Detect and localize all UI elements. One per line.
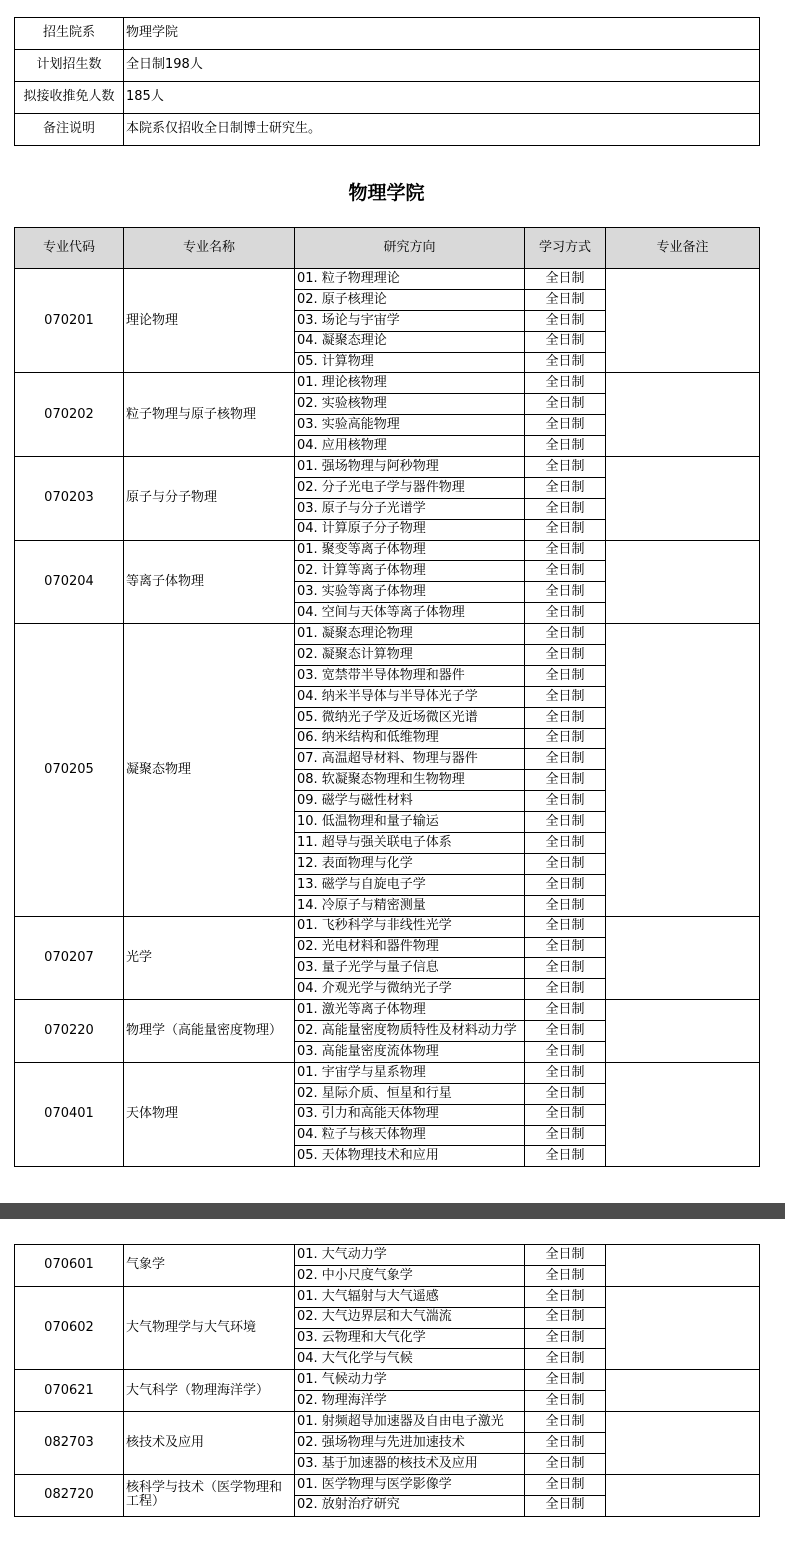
research-direction: 11. 超导与强关联电子体系 [295,833,525,854]
column-header-code: 专业代码 [15,228,124,269]
info-label: 拟接收推免人数 [15,82,124,114]
research-direction: 05. 天体物理技术和应用 [295,1146,525,1167]
major-note [606,1412,760,1475]
major-note [606,1370,760,1412]
column-header-direction: 研究方向 [295,228,525,269]
table-row [15,1370,760,1391]
study-mode: 全日制 [525,812,606,833]
study-mode: 全日制 [525,457,606,478]
column-header-note: 专业备注 [606,228,760,269]
major-table-continued-body [15,1245,760,1517]
research-direction: 03. 引力和高能天体物理 [295,1104,525,1125]
study-mode: 全日制 [525,1245,606,1266]
research-direction: 02. 物理海洋学 [295,1391,525,1412]
research-direction: 03. 实验等离子体物理 [295,582,525,603]
study-mode: 全日制 [525,1062,606,1083]
study-mode: 全日制 [525,1104,606,1125]
major-note [606,624,760,916]
research-direction: 02. 中小尺度气象学 [295,1265,525,1286]
research-direction: 02. 强场物理与先进加速技术 [295,1433,525,1454]
study-mode: 全日制 [525,937,606,958]
research-direction: 02. 大气边界层和大气湍流 [295,1307,525,1328]
research-direction: 01. 凝聚态理论物理 [295,624,525,645]
research-direction: 02. 分子光电子学与器件物理 [295,477,525,498]
major-note [606,1062,760,1166]
research-direction: 07. 高温超导材料、物理与器件 [295,749,525,770]
table-row [15,373,760,394]
research-direction: 02. 放射治疗研究 [295,1495,525,1516]
research-direction: 04. 空间与天体等离子体物理 [295,603,525,624]
study-mode: 全日制 [525,540,606,561]
research-direction: 01. 强场物理与阿秒物理 [295,457,525,478]
research-direction: 04. 应用核物理 [295,436,525,457]
major-table [14,227,760,1167]
study-mode: 全日制 [525,1495,606,1516]
research-direction: 13. 磁学与自旋电子学 [295,874,525,895]
research-direction: 09. 磁学与磁性材料 [295,791,525,812]
study-mode: 全日制 [525,624,606,645]
major-code: 070201 [15,269,124,373]
info-value: 本院系仅招收全日制博士研究生。 [124,114,760,146]
study-mode: 全日制 [525,665,606,686]
research-direction: 05. 微纳光子学及近场微区光谱 [295,707,525,728]
table-row [15,1474,760,1495]
major-code: 082703 [15,1412,124,1475]
research-direction: 02. 星际介质、恒星和行星 [295,1083,525,1104]
study-mode: 全日制 [525,603,606,624]
study-mode: 全日制 [525,1412,606,1433]
research-direction: 04. 计算原子分子物理 [295,519,525,540]
research-direction: 01. 聚变等离子体物理 [295,540,525,561]
major-note [606,1000,760,1063]
research-direction: 01. 大气动力学 [295,1245,525,1266]
study-mode: 全日制 [525,895,606,916]
table-row [15,269,760,290]
research-direction: 02. 高能量密度物质特性及材料动力学 [295,1021,525,1042]
table-row [15,1245,760,1266]
page-title: 物理学院 [348,182,425,204]
major-note [606,1245,760,1287]
major-note [606,540,760,624]
study-mode: 全日制 [525,1021,606,1042]
research-direction: 05. 计算物理 [295,352,525,373]
table-row [15,457,760,478]
study-mode: 全日制 [525,498,606,519]
table-row [15,916,760,937]
info-value: 185人 [124,82,760,114]
info-label: 招生院系 [15,18,124,50]
major-code: 070207 [15,916,124,1000]
research-direction: 01. 激光等离子体物理 [295,1000,525,1021]
major-code: 070205 [15,624,124,916]
table-row [15,540,760,561]
major-note [606,1286,760,1370]
major-name: 凝聚态物理 [124,624,295,916]
study-mode: 全日制 [525,477,606,498]
info-label: 计划招生数 [15,50,124,82]
research-direction: 04. 纳米半导体与半导体光子学 [295,686,525,707]
study-mode: 全日制 [525,1391,606,1412]
research-direction: 08. 软凝聚态物理和生物物理 [295,770,525,791]
study-mode: 全日制 [525,1474,606,1495]
info-row-department [15,18,760,50]
study-mode: 全日制 [525,1146,606,1167]
major-table-continued [14,1244,760,1517]
page-divider [0,1203,785,1219]
study-mode: 全日制 [525,1125,606,1146]
major-code: 070601 [15,1245,124,1287]
study-mode: 全日制 [525,269,606,290]
table-row [15,1286,760,1307]
study-mode: 全日制 [525,561,606,582]
study-mode: 全日制 [525,310,606,331]
study-mode: 全日制 [525,707,606,728]
research-direction: 03. 云物理和大气化学 [295,1328,525,1349]
research-direction: 03. 实验高能物理 [295,415,525,436]
major-name: 气象学 [124,1245,295,1287]
info-row-note [15,114,760,146]
study-mode: 全日制 [525,1307,606,1328]
study-mode: 全日制 [525,373,606,394]
study-mode: 全日制 [525,645,606,666]
table-header-row [15,228,760,269]
study-mode: 全日制 [525,1286,606,1307]
study-mode: 全日制 [525,958,606,979]
study-mode: 全日制 [525,352,606,373]
study-mode: 全日制 [525,874,606,895]
major-code: 070220 [15,1000,124,1063]
study-mode: 全日制 [525,770,606,791]
major-name: 大气科学（物理海洋学） [124,1370,295,1412]
major-name: 光学 [124,916,295,1000]
study-mode: 全日制 [525,582,606,603]
major-name: 天体物理 [124,1062,295,1166]
info-label: 备注说明 [15,114,124,146]
table-row [15,1000,760,1021]
research-direction: 03. 量子光学与量子信息 [295,958,525,979]
research-direction: 03. 基于加速器的核技术及应用 [295,1453,525,1474]
research-direction: 01. 宇宙学与星系物理 [295,1062,525,1083]
study-mode: 全日制 [525,289,606,310]
research-direction: 01. 射频超导加速器及自由电子激光 [295,1412,525,1433]
research-direction: 14. 冷原子与精密测量 [295,895,525,916]
major-note [606,269,760,373]
research-direction: 04. 粒子与核天体物理 [295,1125,525,1146]
research-direction: 12. 表面物理与化学 [295,853,525,874]
study-mode: 全日制 [525,853,606,874]
major-note [606,457,760,541]
study-mode: 全日制 [525,1349,606,1370]
major-name: 核技术及应用 [124,1412,295,1475]
study-mode: 全日制 [525,1370,606,1391]
research-direction: 01. 理论核物理 [295,373,525,394]
major-name: 核科学与技术（医学物理和工程） [124,1474,295,1516]
research-direction: 01. 大气辐射与大气遥感 [295,1286,525,1307]
research-direction: 01. 气候动力学 [295,1370,525,1391]
major-table-body [15,269,760,1167]
column-header-name: 专业名称 [124,228,295,269]
major-code: 070204 [15,540,124,624]
study-mode: 全日制 [525,791,606,812]
table-row [15,1062,760,1083]
major-name: 大气物理学与大气环境 [124,1286,295,1370]
research-direction: 02. 计算等离子体物理 [295,561,525,582]
research-direction: 03. 宽禁带半导体物理和器件 [295,665,525,686]
study-mode: 全日制 [525,519,606,540]
research-direction: 04. 介观光学与微纳光子学 [295,979,525,1000]
study-mode: 全日制 [525,1328,606,1349]
research-direction: 10. 低温物理和量子输运 [295,812,525,833]
research-direction: 01. 飞秒科学与非线性光学 [295,916,525,937]
study-mode: 全日制 [525,833,606,854]
research-direction: 03. 场论与宇宙学 [295,310,525,331]
study-mode: 全日制 [525,1265,606,1286]
study-mode: 全日制 [525,331,606,352]
column-header-mode: 学习方式 [525,228,606,269]
study-mode: 全日制 [525,749,606,770]
major-code: 070203 [15,457,124,541]
study-mode: 全日制 [525,1433,606,1454]
major-name: 粒子物理与原子核物理 [124,373,295,457]
major-note [606,916,760,1000]
study-mode: 全日制 [525,686,606,707]
research-direction: 02. 凝聚态计算物理 [295,645,525,666]
table-row [15,624,760,645]
study-mode: 全日制 [525,1453,606,1474]
major-note [606,1474,760,1516]
research-direction: 01. 医学物理与医学影像学 [295,1474,525,1495]
major-code: 070621 [15,1370,124,1412]
major-name: 理论物理 [124,269,295,373]
study-mode: 全日制 [525,394,606,415]
study-mode: 全日制 [525,436,606,457]
major-name: 原子与分子物理 [124,457,295,541]
study-mode: 全日制 [525,1083,606,1104]
major-code: 070401 [15,1062,124,1166]
study-mode: 全日制 [525,1000,606,1021]
major-code: 070202 [15,373,124,457]
research-direction: 02. 光电材料和器件物理 [295,937,525,958]
research-direction: 04. 凝聚态理论 [295,331,525,352]
info-table [14,17,760,146]
major-note [606,373,760,457]
study-mode: 全日制 [525,728,606,749]
major-code: 082720 [15,1474,124,1516]
study-mode: 全日制 [525,1041,606,1062]
research-direction: 02. 原子核理论 [295,289,525,310]
research-direction: 03. 高能量密度流体物理 [295,1041,525,1062]
study-mode: 全日制 [525,916,606,937]
research-direction: 03. 原子与分子光谱学 [295,498,525,519]
research-direction: 04. 大气化学与气候 [295,1349,525,1370]
info-row-recommend [15,82,760,114]
study-mode: 全日制 [525,415,606,436]
major-name: 等离子体物理 [124,540,295,624]
research-direction: 02. 实验核物理 [295,394,525,415]
info-value: 物理学院 [124,18,760,50]
major-name: 物理学（高能量密度物理） [124,1000,295,1063]
info-value: 全日制198人 [124,50,760,82]
study-mode: 全日制 [525,979,606,1000]
table-row [15,1412,760,1433]
research-direction: 01. 粒子物理理论 [295,269,525,290]
major-code: 070602 [15,1286,124,1370]
research-direction: 06. 纳米结构和低维物理 [295,728,525,749]
info-row-plan [15,50,760,82]
